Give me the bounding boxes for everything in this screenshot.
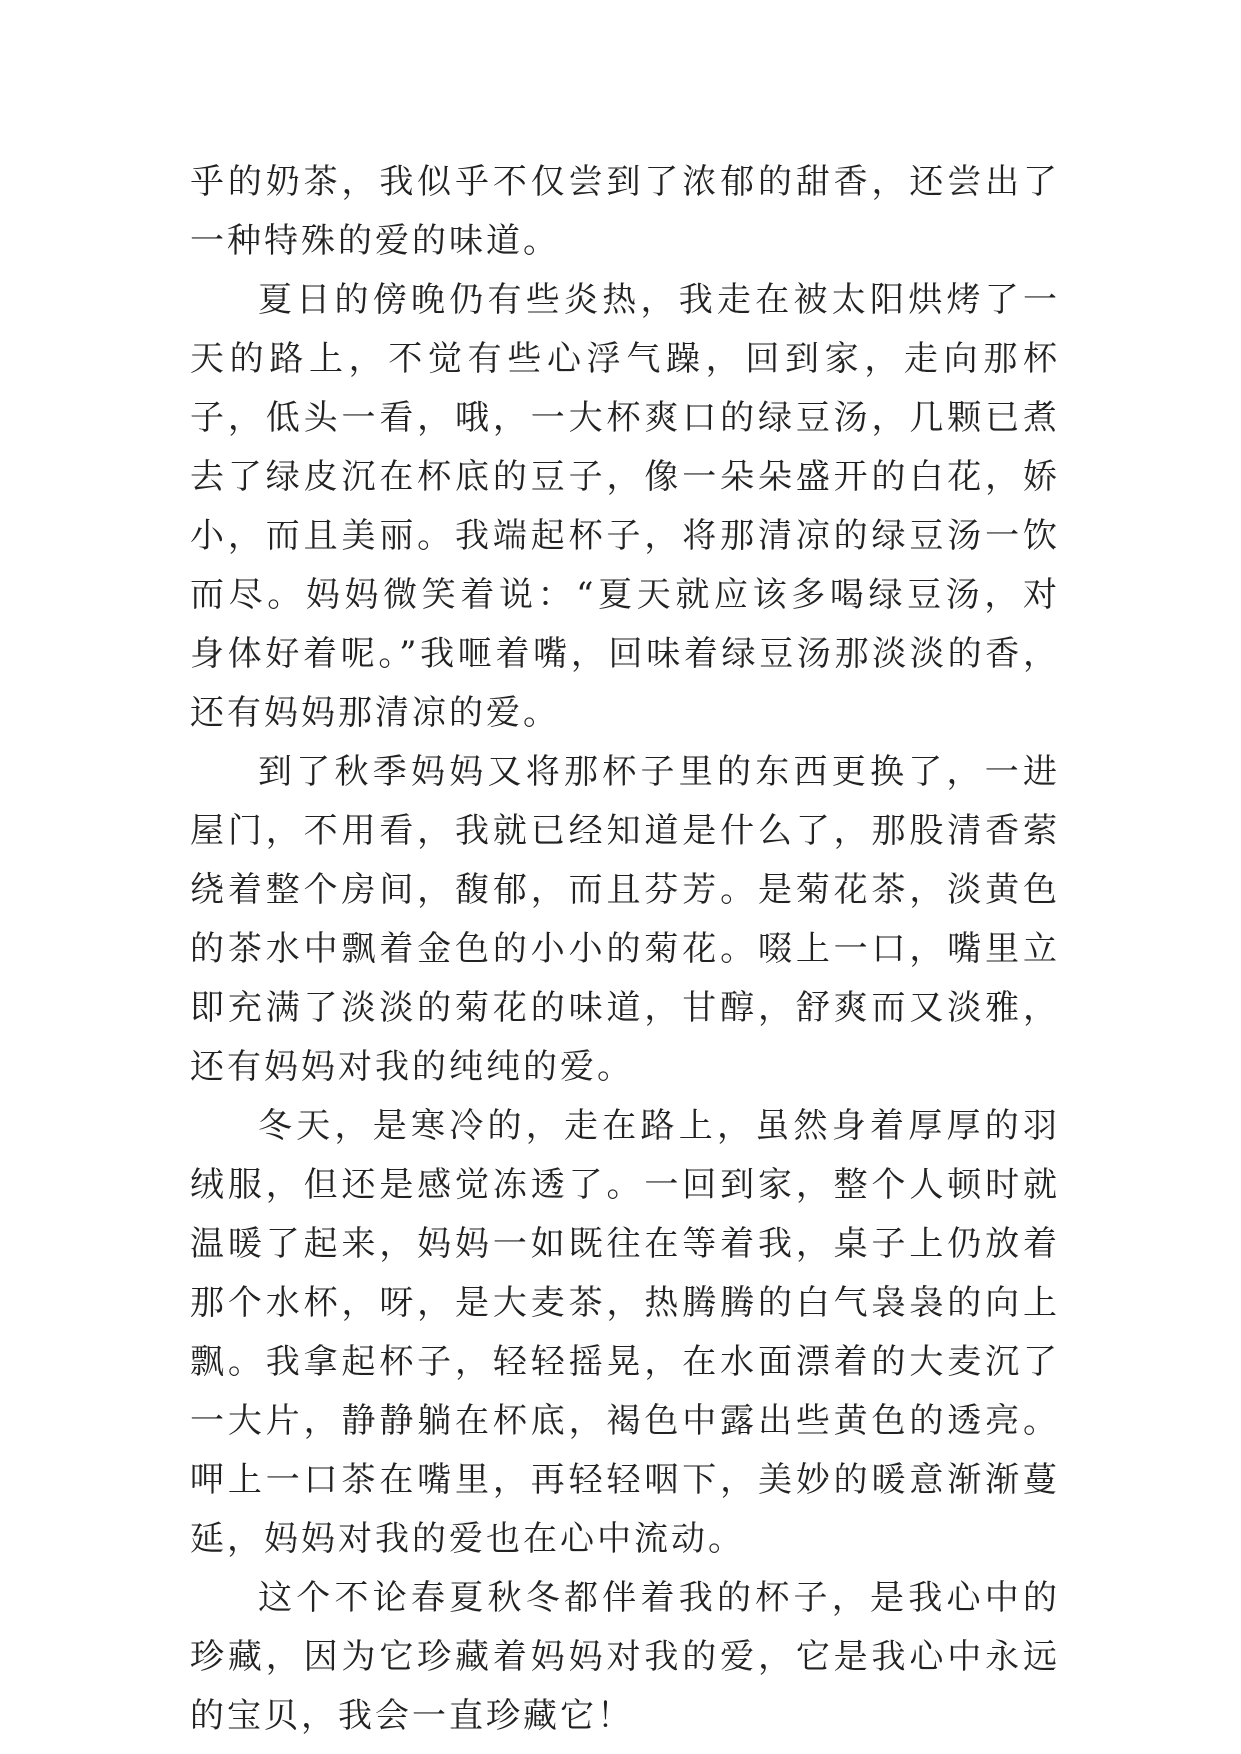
document-body (190, 153, 1060, 1746)
paragraph-4: 冬天，是寒冷的，走在路上，虽然身着厚厚的羽绒服，但还是感觉冻透了。一回到家，整个人顿时就温暖了起来，妈妈一如既往在等着我，桌子上仍放着那个水杯，呀，是大麦茶，热腾腾的白气袅袅的向上飘。我拿起杯子，轻轻摇晃，在水面漂着的大麦沉了一大片，静静躺在杯底，褐色中露出些黄色的透亮。呷上一口茶在嘴里，再轻轻咽下，美妙的暖意渐渐蔓延，妈妈对我的爱也在心中流动。 (190, 1106, 1060, 1559)
paragraph-2: 夏日的傍晚仍有些炎热，我走在被太阳烘烤了一天的路上，不觉有些心浮气躁，回到家，走向那杯子，低头一看，哦，一大杯爽口的绿豆汤，几颗已煮去了绿皮沉在杯底的豆子，像一朵朵盛开的白花，娇小，而且美丽。我端起杯子，将那清凉的绿豆汤一饮而尽。妈妈微笑着说：“夏天就应该多喝绿豆汤，对身体好着呢。”我咂着嘴，回味着绿豆汤那淡淡的香，还有妈妈那清凉的爱。 (190, 280, 1060, 733)
paragraph-5: 这个不论春夏秋冬都伴着我的杯子，是我心中的珍藏，因为它珍藏着妈妈对我的爱，它是我心中永远的宝贝，我会一直珍藏它！ (190, 1578, 1060, 1736)
paragraph-1: 乎的奶茶，我似乎不仅尝到了浓郁的甜香，还尝出了一种特殊的爱的味道。 (190, 162, 1060, 261)
paragraph-3: 到了秋季妈妈又将那杯子里的东西更换了，一进屋门，不用看，我就已经知道是什么了，那股清香萦绕着整个房间，馥郁，而且芬芳。是菊花茶，淡黄色的茶水中飘着金色的小小的菊花。啜上一口，嘴里立即充满了淡淡的菊花的味道，甘醇，舒爽而又淡雅，还有妈妈对我的纯纯的爱。 (190, 752, 1060, 1087)
